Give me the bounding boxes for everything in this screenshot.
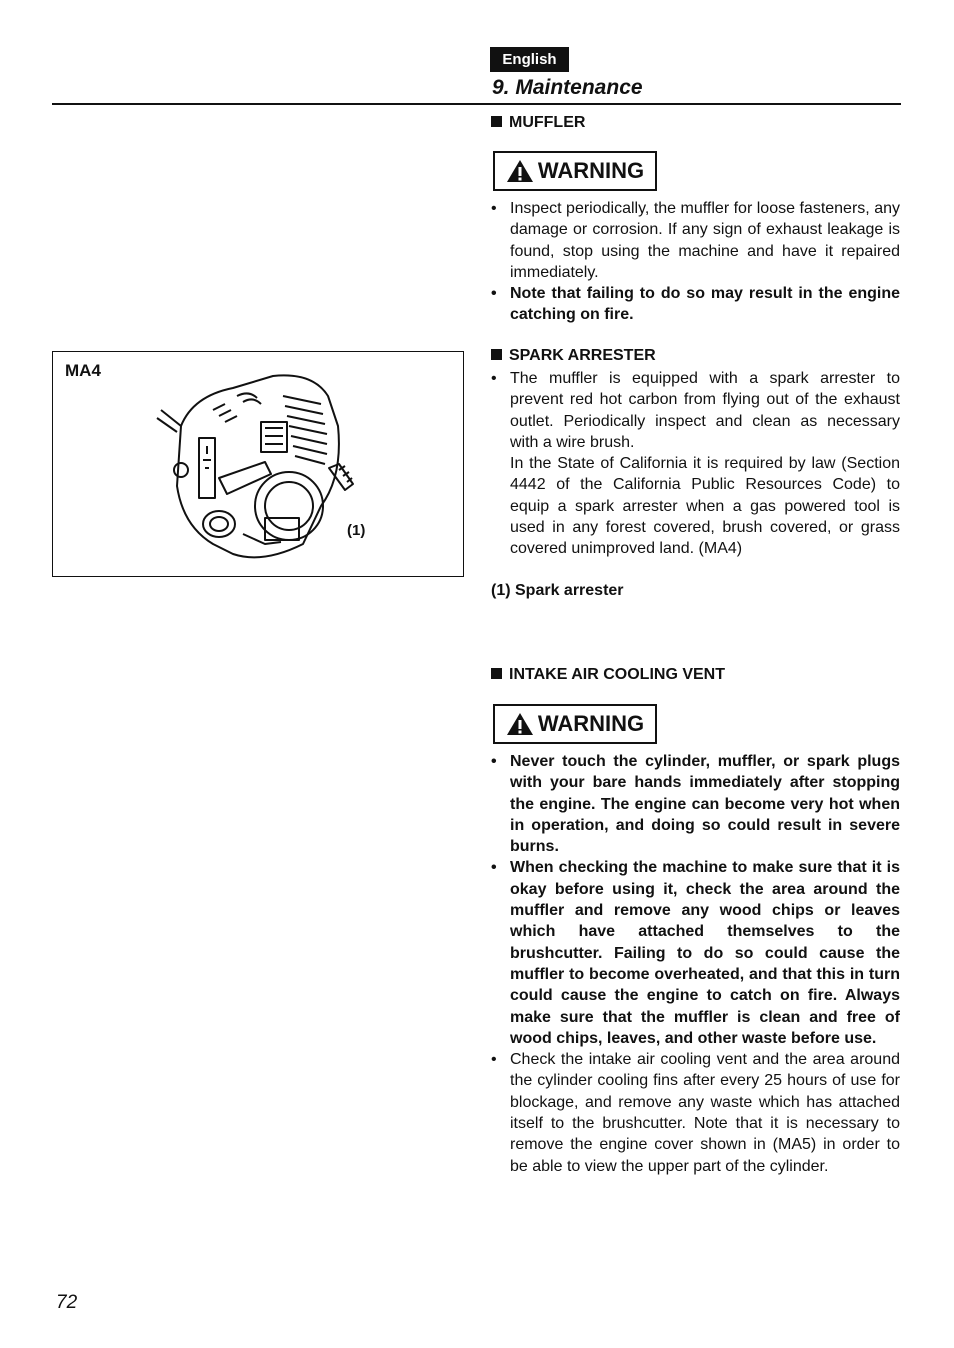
spark-arrester-heading: SPARK ARRESTER bbox=[491, 347, 656, 365]
section-title: 9. Maintenance bbox=[492, 76, 643, 99]
callout-label: (1) bbox=[347, 522, 366, 539]
paragraph: In the State of California it is required by law (Section 4442 of the California Public Resources Code) to equip a spark arrester when a gas powered tool is used in any forest covered, brush covered, or grass covered unimproved land. (MA4) bbox=[510, 455, 900, 558]
warning-label: WARNING bbox=[537, 711, 645, 736]
square-bullet-icon bbox=[491, 668, 502, 679]
muffler-list bbox=[491, 198, 900, 326]
list-item: • Note that failing to do so may result in the engine catching on fire. bbox=[491, 283, 900, 326]
square-bullet-icon bbox=[491, 116, 502, 127]
intake-heading: INTAKE AIR COOLING VENT bbox=[491, 666, 725, 684]
warning-triangle-icon bbox=[506, 712, 534, 736]
language-tag: English bbox=[490, 47, 569, 72]
list-item: • Check the intake air cooling vent and the area around the cylinder cooling fins after every 25 hours of use for blockage, and remove any waste which has attached itself to the brushcutter. Note that it is necessary to remove the engine cover shown in (MA5) in order to be able to view the upper part of the cylinder. bbox=[491, 1049, 900, 1177]
intake-warning-box bbox=[493, 704, 657, 744]
figure-label: MA4 bbox=[65, 361, 101, 380]
page-number: 72 bbox=[56, 1292, 78, 1313]
list-item: • When checking the machine to make sure that it is okay before using it, check the area around the muffler and remove any wood chips or leaves which have attached themselves to the brushcutter. Failing to do so could cause the muffler to become overheated, and that this in turn could cause the engine to catch on fire. Always make sure that the muffler is clean and free of wood chips, leaves, and other waste before use. bbox=[491, 857, 900, 1049]
muffler-warning-box bbox=[493, 151, 657, 191]
warning-label: WARNING bbox=[537, 158, 645, 183]
warning-triangle-icon bbox=[506, 159, 534, 183]
figure-ma4 bbox=[52, 351, 464, 577]
list-item: • Inspect periodically, the muffler for loose fasteners, any damage or corrosion. If any sign of exhaust leakage is found, stop using the machine and have it repaired immediately. bbox=[491, 198, 900, 283]
paragraph: • The muffler is equipped with a spark arrester to prevent red hot carbon from flying out of the exhaust outlet. Periodically inspect and clean as necessary with a wire brush. bbox=[510, 370, 900, 451]
muffler-heading: MUFFLER bbox=[491, 114, 585, 132]
intake-list bbox=[491, 751, 900, 1177]
list-item bbox=[491, 368, 900, 560]
spark-arrester-list bbox=[491, 368, 900, 560]
list-item: • Never touch the cylinder, muffler, or spark plugs with your bare hands immediately after stopping the engine. The engine can become very hot when in operation, and doing so could result in severe burns. bbox=[491, 751, 900, 857]
header-rule bbox=[52, 103, 901, 105]
square-bullet-icon bbox=[491, 349, 502, 360]
figure-caption: (1) Spark arrester bbox=[491, 582, 624, 599]
